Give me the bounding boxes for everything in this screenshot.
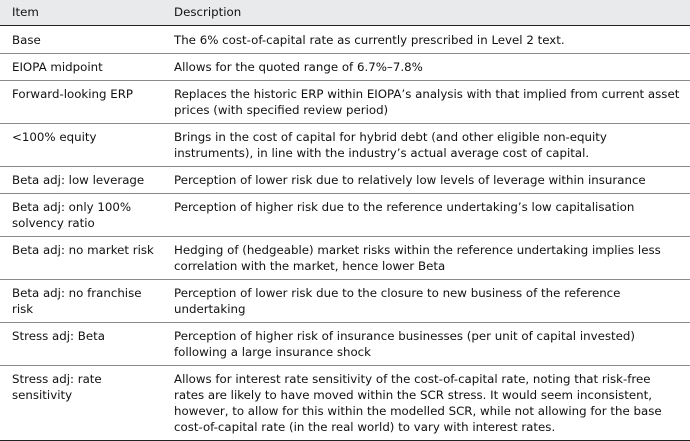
header-row (0, 0, 690, 26)
header-description: Description (162, 0, 690, 26)
row-item: Base (0, 26, 162, 54)
table-row (0, 237, 690, 280)
table-row (0, 366, 690, 441)
header-item: Item (0, 0, 162, 26)
table-body (0, 26, 690, 441)
row-item: Forward-looking ERP (0, 81, 162, 124)
row-description: Perception of lower risk due to the closure to new business of the reference undertaking (162, 280, 690, 323)
table-row (0, 26, 690, 54)
table-row (0, 54, 690, 81)
table-row (0, 81, 690, 124)
row-item: EIOPA midpoint (0, 54, 162, 81)
row-description: Allows for interest rate sensitivity of the cost-of-capital rate, noting that risk-free rates are likely to have moved within the SCR stress. It would seem inconsistent, however, to allow for this within the modelled SCR, while not allowing for the base cost-of-capital rate (in the real world) to vary with interest rates. (162, 366, 690, 441)
row-description: Perception of higher risk of insurance businesses (per unit of capital invested) following a large insurance shock (162, 323, 690, 366)
row-item: Beta adj: low leverage (0, 167, 162, 194)
row-description: Perception of higher risk due to the reference undertaking’s low capitalisation (162, 194, 690, 237)
row-description: Brings in the cost of capital for hybrid debt (and other eligible non-equity instruments), in line with the industry’s actual average cost of capital. (162, 124, 690, 167)
row-item: <100% equity (0, 124, 162, 167)
row-description: Hedging of (hedgeable) market risks within the reference undertaking implies less correlation with the market, hence lower Beta (162, 237, 690, 280)
row-item: Beta adj: no franchise risk (0, 280, 162, 323)
row-item: Stress adj: rate sensitivity (0, 366, 162, 441)
row-description: Perception of lower risk due to relatively low levels of leverage within insurance (162, 167, 690, 194)
table-row (0, 323, 690, 366)
row-item: Beta adj: only 100% solvency ratio (0, 194, 162, 237)
table-row (0, 280, 690, 323)
table-row (0, 194, 690, 237)
table-header (0, 0, 690, 26)
row-description: The 6% cost-of-capital rate as currently prescribed in Level 2 text. (162, 26, 690, 54)
row-description: Replaces the historic ERP within EIOPA’s analysis with that implied from current asset prices (with specified review period) (162, 81, 690, 124)
table-row (0, 124, 690, 167)
row-item: Beta adj: no market risk (0, 237, 162, 280)
table-row (0, 167, 690, 194)
row-item: Stress adj: Beta (0, 323, 162, 366)
row-description: Allows for the quoted range of 6.7%–7.8% (162, 54, 690, 81)
